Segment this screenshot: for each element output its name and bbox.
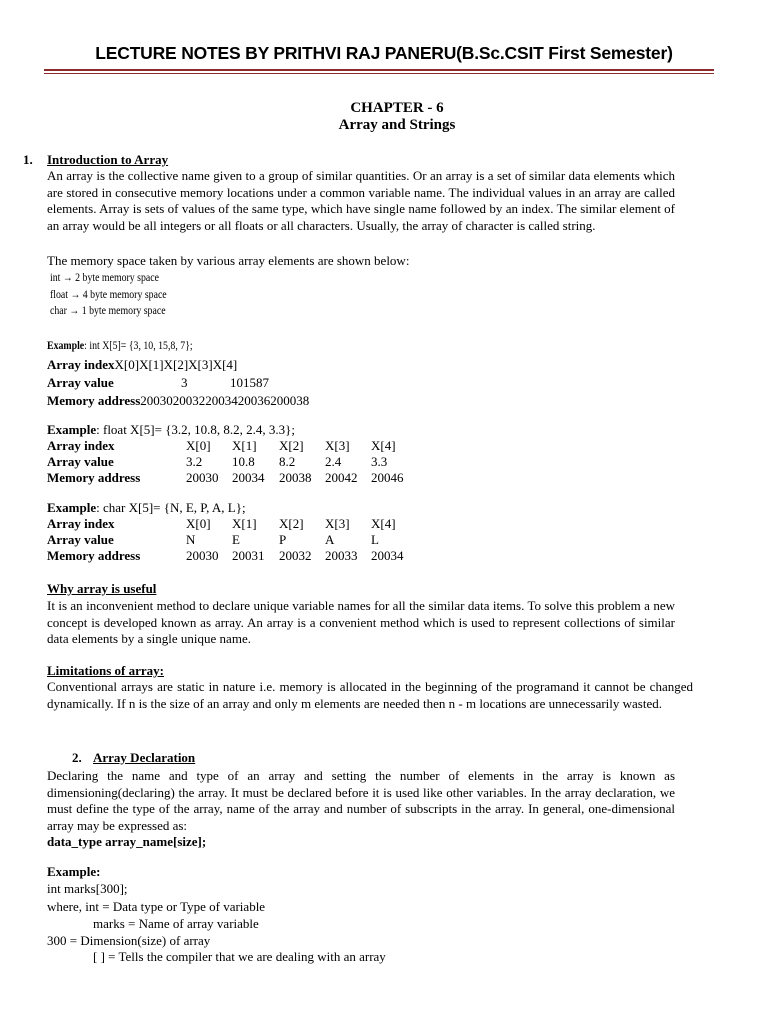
limitations-paragraph: Conventional arrays are static in nature i.e. memory is allocated in the beginning of the programand it cannot be changed dynamically. If n is the size of an array and only m elements are needed then n - m locations are unnecessarily wasted. [47,679,693,711]
example-1-index-row [47,357,237,373]
example-3-code: : char X[5]= {N, E, P, A, L}; [96,500,246,515]
example-3-memory-label: Memory address [47,548,141,563]
page-header: LECTURE NOTES BY PRITHVI RAJ PANERU(B.Sc.CSIT First Semester) [95,43,673,63]
section-1-heading: Introduction to Array [47,152,169,167]
example-3-memory: 20032 [279,548,312,563]
example-3-value-label: Array value [47,532,114,547]
where-line-3: 300 = Dimension(size) of array [47,933,211,948]
example-3-memory: 20031 [232,548,265,563]
example-2-index: X[1] [232,438,257,453]
memory-float: float → 4 byte memory space [50,287,167,301]
memory-intro: The memory space taken by various array elements are shown below: [47,253,410,268]
example-2-memory: 20042 [325,470,358,485]
example-1-value-b: 101587 [230,375,269,390]
declaration-code: int marks[300]; [47,881,128,896]
example-2-index: X[0] [186,438,211,453]
example-3-index: X[2] [279,516,304,531]
example-3-index-label: Array index [47,516,115,531]
where-line-2: marks = Name of array variable [93,916,259,931]
example-2-line [47,422,295,438]
why-paragraph: It is an inconvenient method to declare unique variable names for all the similar data items. To solve this problem a new concept is developed known as array. An array is a convenient method which is used to represent collections of similar data elements by a single unique name. [47,598,675,647]
example-1-memory-label: Memory address [47,393,141,408]
example-3-index: X[3] [325,516,350,531]
example-1-memory-row [47,393,309,409]
example-2-value-label: Array value [47,454,114,469]
example-3-index: X[4] [371,516,396,531]
example-2-value: 10.8 [232,454,255,469]
why-heading: Why array is useful [47,581,157,596]
example-heading: Example: [47,864,101,879]
example-2-memory: 20030 [186,470,219,485]
example-1-label: Example [47,338,85,352]
example-2-value: 3.3 [371,454,388,469]
example-3-memory: 20033 [325,548,358,563]
section-2-heading: Array Declaration [93,750,196,765]
example-1-index-values: X[0]X[1]X[2]X[3]X[4] [114,357,238,372]
declaration-paragraph: Declaring the name and type of an array and setting the number of elements in the array is known as dimensioning(declaring) the array. It must be declared before it is used like other variables. In the array declaration, we must define the type of the array, name of the array and number of subscripts in the array. In general, one-dimensional array may be expressed as: [47,768,675,833]
example-2-memory: 20038 [279,470,312,485]
example-1-memory-values: 20030200322003420036200038 [140,393,310,408]
example-2-value: 8.2 [279,454,296,469]
example-3-line [47,500,246,516]
example-1-index-label: Array index [47,357,115,372]
example-2-memory: 20046 [371,470,404,485]
header-rule-thin [44,73,714,74]
example-3-value: A [325,532,335,547]
example-3-value: L [371,532,379,547]
limitations-heading: Limitations of array: [47,663,164,678]
example-2-memory: 20034 [232,470,265,485]
example-2-index: X[3] [325,438,350,453]
chapter-number: CHAPTER - 6 [350,100,444,116]
example-3-label: Example [47,500,97,515]
example-3-value: P [279,532,287,547]
example-3-memory: 20030 [186,548,219,563]
chapter-title: Array and Strings [338,117,456,133]
header-rule-thick [44,69,714,71]
intro-paragraph: An array is the collective name given to a group of similar quantities. Or an array is a set of similar data elements which are stored in consecutive memory locations under a common variable name. The individual values in an array are called elements. Array is sets of values of the same type, which have single name followed by an index. The similar element of an array would be all integers or all floats or all characters. Usually, the array of character is called string. [47,168,675,233]
example-2-value: 2.4 [325,454,342,469]
memory-char: char → 1 byte memory space [50,303,166,317]
example-2-code: : float X[5]= {3.2, 10.8, 8.2, 2.4, 3.3}; [96,422,296,437]
example-3-value: N [186,532,196,547]
example-2-index-label: Array index [47,438,115,453]
example-1-line [47,338,193,353]
example-2-memory-label: Memory address [47,470,141,485]
example-1-value-a: 3 [181,375,188,390]
example-2-index: X[2] [279,438,304,453]
where-line-4: [ ] = Tells the compiler that we are dealing with an array [93,949,386,964]
example-3-memory: 20034 [371,548,404,563]
memory-int: int → 2 byte memory space [50,270,160,284]
where-line-1: where, int = Data type or Type of variable [47,899,266,914]
declaration-syntax: data_type array_name[size]; [47,834,207,849]
example-1-value-label: Array value [47,375,114,390]
example-3-index: X[1] [232,516,257,531]
section-1-number: 1. [23,152,33,167]
example-3-index: X[0] [186,516,211,531]
example-2-label: Example [47,422,97,437]
example-2-index: X[4] [371,438,396,453]
example-1-code: : int X[5]= {3, 10, 15,8, 7}; [84,338,193,352]
section-2-number: 2. [72,750,82,765]
example-2-value: 3.2 [186,454,203,469]
example-3-value: E [232,532,240,547]
